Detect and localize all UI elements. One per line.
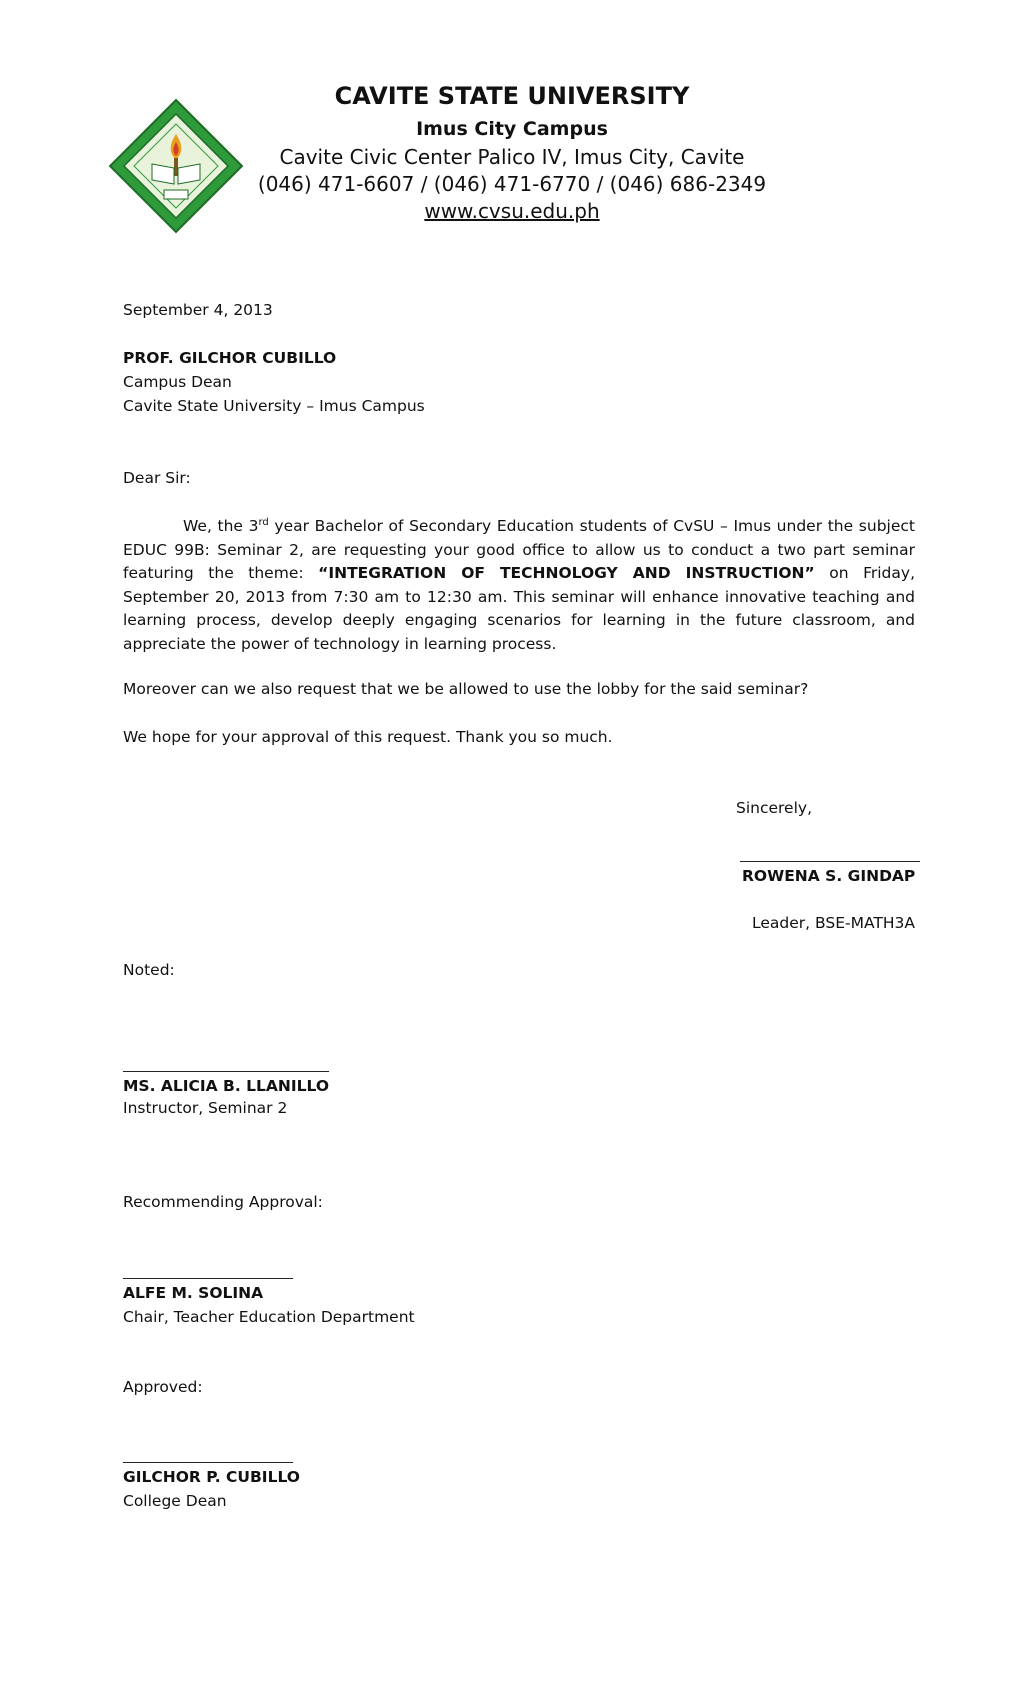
website-link[interactable]: www.cvsu.edu.ph <box>424 199 600 223</box>
salutation: Dear Sir: <box>123 469 191 487</box>
noted-name: MS. ALICIA B. LLANILLO <box>123 1077 330 1095</box>
noted-title: Instructor, Seminar 2 <box>123 1099 288 1117</box>
campus-address: Cavite Civic Center Palico IV, Imus City, Cavite <box>279 145 745 169</box>
university-name: CAVITE STATE UNIVERSITY <box>334 82 690 110</box>
approved-name: GILCHOR P. CUBILLO <box>123 1468 300 1486</box>
ordinal-suffix: rd <box>258 517 269 528</box>
sender-name: ROWENA S. GINDAP <box>742 867 916 885</box>
recommending-name: ALFE M. SOLINA <box>123 1284 264 1302</box>
approved-label: Approved: <box>123 1378 203 1396</box>
body-paragraph-3: We hope for your approval of this request. Thank you so much. <box>123 728 613 746</box>
sender-title: Leader, BSE-MATH3A <box>752 914 915 932</box>
noted-label: Noted: <box>123 961 175 979</box>
paragraph-text: year Bachelor of Secondary Education students of CvSU – Imus under the subject EDUC 99B: Seminar 2, are requesting your good office to allow us to conduct a two part seminar featuring the theme: <box>123 517 915 583</box>
approved-signature-line <box>123 1462 293 1463</box>
seminar-theme: “INTEGRATION OF TECHNOLOGY AND INSTRUCTION” <box>318 564 815 583</box>
recipient-title: Campus Dean <box>123 373 232 391</box>
approved-title: College Dean <box>123 1492 227 1510</box>
sender-signature-line <box>740 861 920 862</box>
recipient-name: PROF. GILCHOR CUBILLO <box>123 349 337 367</box>
body-paragraph-2: Moreover can we also request that we be allowed to use the lobby for the said seminar? <box>123 680 809 698</box>
recommending-signature-line <box>123 1278 293 1279</box>
noted-signature-line <box>123 1071 329 1072</box>
closing: Sincerely, <box>736 799 813 817</box>
phone-numbers: (046) 471-6607 / (046) 471-6770 / (046) 686-2349 <box>257 172 767 196</box>
letter-date: September 4, 2013 <box>123 301 273 319</box>
recommending-title: Chair, Teacher Education Department <box>123 1308 415 1326</box>
body-paragraph-1 <box>123 511 915 656</box>
paragraph-text: We, the 3 <box>183 517 259 536</box>
recommending-label: Recommending Approval: <box>123 1193 323 1211</box>
recipient-org: Cavite State University – Imus Campus <box>123 397 425 415</box>
campus-name: Imus City Campus <box>416 118 608 140</box>
paragraph-text: on Friday, September 20, 2013 from 7:30 am to 12:30 am. This seminar will enhance innovative teaching and learning process, develop deeply engaging scenarios for learning in the future classroom, and appreciate the power of technology in learning process. <box>123 564 915 653</box>
